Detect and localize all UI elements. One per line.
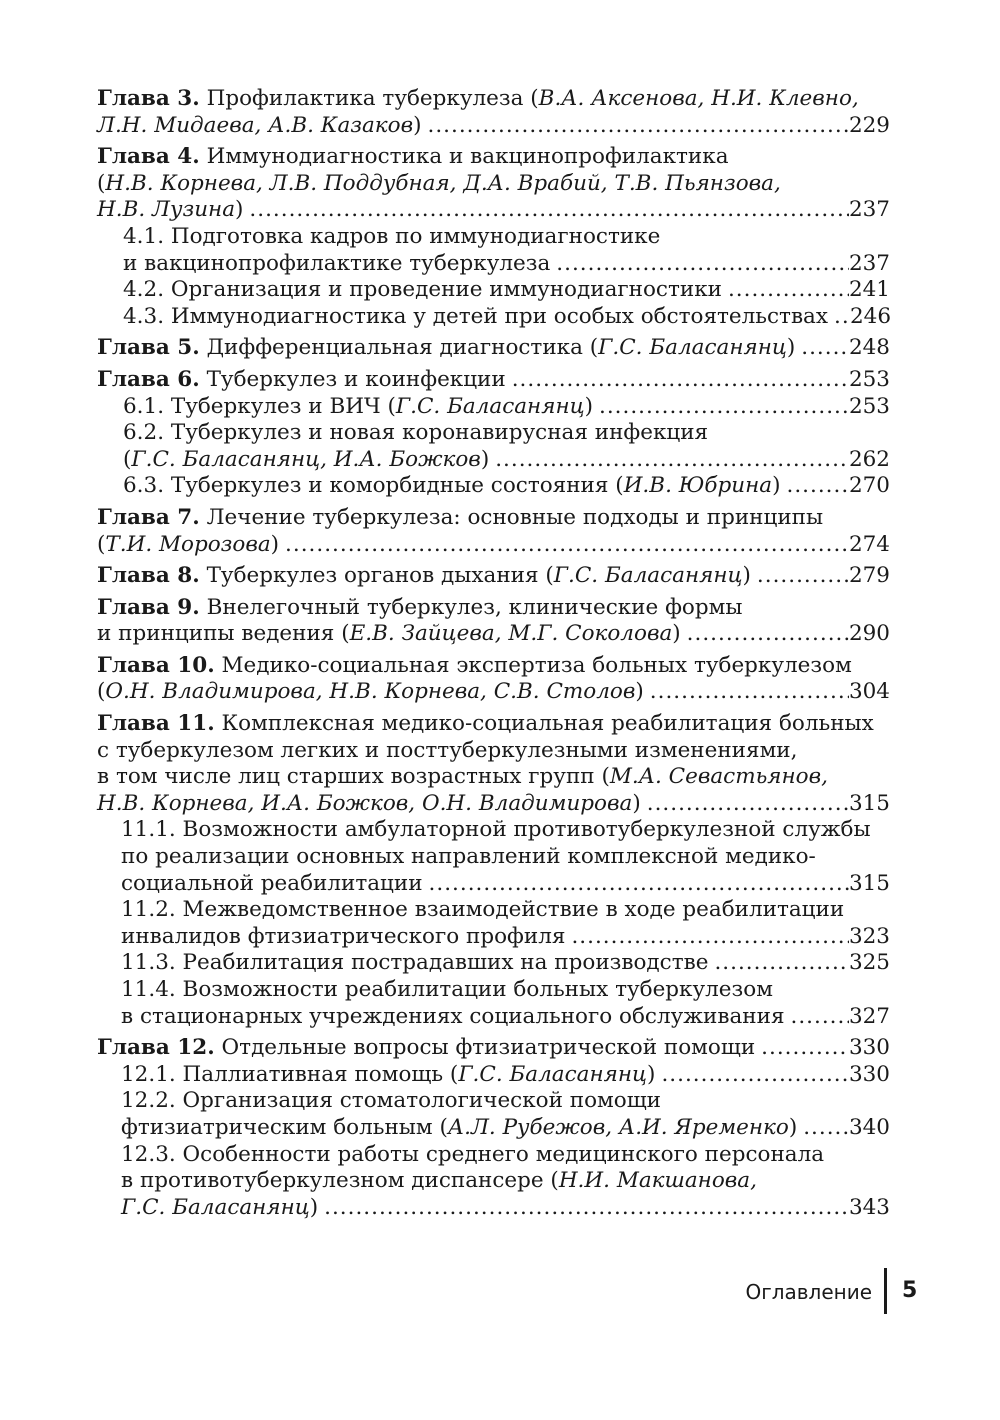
page-number: 241 <box>848 277 890 303</box>
page-number: 323 <box>848 923 890 949</box>
chapter-label: Глава 11. <box>97 711 215 737</box>
page-number: 262 <box>848 446 890 472</box>
dot-leader <box>489 447 849 474</box>
toc-entry-chapter-12[interactable]: Глава 12. Отдельные вопросы фтизиатрической помощи ..... 330 <box>97 1035 890 1062</box>
dot-leader <box>565 924 849 951</box>
page-number: 325 <box>848 950 890 976</box>
page-number: 304 <box>848 679 890 705</box>
table-of-contents <box>97 86 890 1221</box>
page-number: 343 <box>848 1194 890 1220</box>
dot-leader <box>423 871 849 898</box>
chapter-label: Глава 7. <box>97 504 200 530</box>
toc-entry-chapter-3[interactable]: Глава 3. Профилактика туберкулеза (В.А. Аксенова, Н.И. Клевно, Л.Н. Мидаева, А.В. Казаков) ..... 229 <box>97 86 890 139</box>
dot-leader <box>655 1062 849 1089</box>
chapter-label: Глава 3. <box>97 86 200 111</box>
chapter-label: Глава 10. <box>97 652 215 678</box>
toc-entry-section-11-2[interactable]: 11.2. Межведомственное взаимодействие в ходе реабилитации инвалидов фтизиатрического профиля ..... 323 <box>97 897 890 950</box>
toc-entry-section-4-3[interactable]: 4.3. Иммунодиагностика у детей при особых обстоятельствах ..... 246 <box>97 304 890 331</box>
footer-divider <box>884 1268 887 1314</box>
page-number: 330 <box>848 1061 890 1087</box>
toc-entry-section-6-2[interactable]: 6.2. Туберкулез и новая коронавирусная инфекция (Г.С. Баласанянц, И.А. Божков) ..... 262 <box>97 420 890 473</box>
toc-entry-section-6-1[interactable]: 6.1. Туберкулез и ВИЧ (Г.С. Баласанянц) ..... 253 <box>97 394 890 421</box>
page-number: 253 <box>848 366 890 392</box>
page-number: 229 <box>848 112 890 138</box>
toc-entry-section-4-2[interactable]: 4.2. Организация и проведение иммунодиагностики ..... 241 <box>97 277 890 304</box>
chapter-label: Глава 8. <box>97 563 200 589</box>
toc-entry-section-11-4[interactable]: 11.4. Возможности реабилитации больных туберкулезом в стационарных учреждениях социального обслуживания ..... 327 <box>97 977 890 1030</box>
chapter-label: Глава 5. <box>97 335 200 361</box>
toc-entry-section-12-2[interactable]: 12.2. Организация стоматологической помощи фтизиатрическим больным (А.Л. Рубежов, А.И. Яременко) ..... 340 <box>97 1088 890 1141</box>
toc-entry-section-11-3[interactable]: 11.3. Реабилитация пострадавших на производстве ..... 325 <box>97 950 890 977</box>
chapter-label: Глава 6. <box>97 366 200 392</box>
toc-entry-chapter-10[interactable]: Глава 10. Медико-социальная экспертиза больных туберкулезом (О.Н. Владимирова, Н.В. Корнева, С.В. Столов) ..... 304 <box>97 653 890 706</box>
dot-leader <box>828 304 850 331</box>
chapter-label: Глава 4. <box>97 144 200 170</box>
dot-leader <box>795 335 849 362</box>
page-number: 290 <box>848 621 890 647</box>
toc-entry-section-11-1[interactable]: 11.1. Возможности амбулаторной противотуберкулезной службы по реализации основных направлений комплексной медико- социальной реабилитации ..... 315 <box>97 817 890 897</box>
page-number: 315 <box>848 870 890 896</box>
dot-leader <box>751 563 849 590</box>
page-number: 248 <box>848 335 890 361</box>
dot-leader <box>797 1115 849 1142</box>
chapter-label: Глава 9. <box>97 594 200 620</box>
page-number: 253 <box>848 393 890 419</box>
page-number: 246 <box>850 303 892 329</box>
page-number: 237 <box>848 250 890 276</box>
dot-leader <box>722 277 849 304</box>
dot-leader <box>781 473 849 500</box>
dot-leader <box>422 113 849 140</box>
dot-leader <box>243 197 849 224</box>
folio-page-number: 5 <box>902 1278 918 1303</box>
dot-leader <box>785 1004 849 1031</box>
dot-leader <box>681 621 849 648</box>
toc-entry-chapter-6[interactable]: Глава 6. Туберкулез и коинфекции ..... 253 <box>97 367 890 394</box>
toc-entry-chapter-9[interactable]: Глава 9. Внелегочный туберкулез, клинические формы и принципы ведения (Е.В. Зайцева, М.Г. Соколова) ..... 290 <box>97 595 890 648</box>
toc-entry-section-12-1[interactable]: 12.1. Паллиативная помощь (Г.С. Баласанянц) ..... 330 <box>97 1062 890 1089</box>
page-number: 270 <box>848 473 890 499</box>
chapter-label: Глава 12. <box>97 1035 215 1061</box>
dot-leader <box>644 679 849 706</box>
toc-entry-section-12-3[interactable]: 12.3. Особенности работы среднего медицинского персонала в противотуберкулезном диспансере (Н.И. Макшанова, Г.С. Баласанянц) ..... 343 <box>97 1142 890 1222</box>
dot-leader <box>593 394 849 421</box>
toc-entry-chapter-4[interactable]: Глава 4. Иммунодиагностика и вакцинопрофилактика (Н.В. Корнева, Л.В. Поддубная, Д.А. Врабий, Т.В. Пьянзова, Н.В. Лузина) ..... 237 <box>97 144 890 224</box>
dot-leader <box>279 532 849 559</box>
page-number: 315 <box>848 790 890 816</box>
toc-entry-chapter-8[interactable]: Глава 8. Туберкулез органов дыхания (Г.С. Баласанянц) ..... 279 <box>97 563 890 590</box>
dot-leader <box>641 791 849 818</box>
toc-entry-section-4-1[interactable]: 4.1. Подготовка кадров по иммунодиагностике и вакцинопрофилактике туберкулеза ..... 237 <box>97 224 890 277</box>
toc-entry-chapter-11[interactable]: Глава 11. Комплексная медико-социальная реабилитация больных с туберкулезом легких и посттуберкулезными изменениями, в том числе лиц старших возрастных групп (М.А. Севастьянов, Н.В. Корнева, И.А. Божков, О.Н. Владимирова) ..... 315 <box>97 711 890 817</box>
toc-entry-chapter-7[interactable]: Глава 7. Лечение туберкулеза: основные подходы и принципы (Т.И. Морозова) ..... 274 <box>97 505 890 558</box>
page-footer <box>0 1268 1000 1320</box>
page-number: 274 <box>848 531 890 557</box>
running-footer-title: Оглавление <box>745 1280 872 1304</box>
dot-leader <box>506 367 849 394</box>
dot-leader <box>318 1195 849 1222</box>
toc-entry-section-6-3[interactable]: 6.3. Туберкулез и коморбидные состояния (И.В. Юбрина) ..... 270 <box>97 473 890 500</box>
page-number: 279 <box>848 563 890 589</box>
toc-entry-chapter-5[interactable]: Глава 5. Дифференциальная диагностика (Г.С. Баласанянц) ..... 248 <box>97 335 890 362</box>
dot-leader <box>550 251 849 278</box>
dot-leader <box>708 950 849 977</box>
page-number: 327 <box>848 1003 890 1029</box>
dot-leader <box>755 1035 849 1062</box>
page-number: 237 <box>848 197 890 223</box>
page-number: 340 <box>848 1114 890 1140</box>
page-number: 330 <box>848 1035 890 1061</box>
